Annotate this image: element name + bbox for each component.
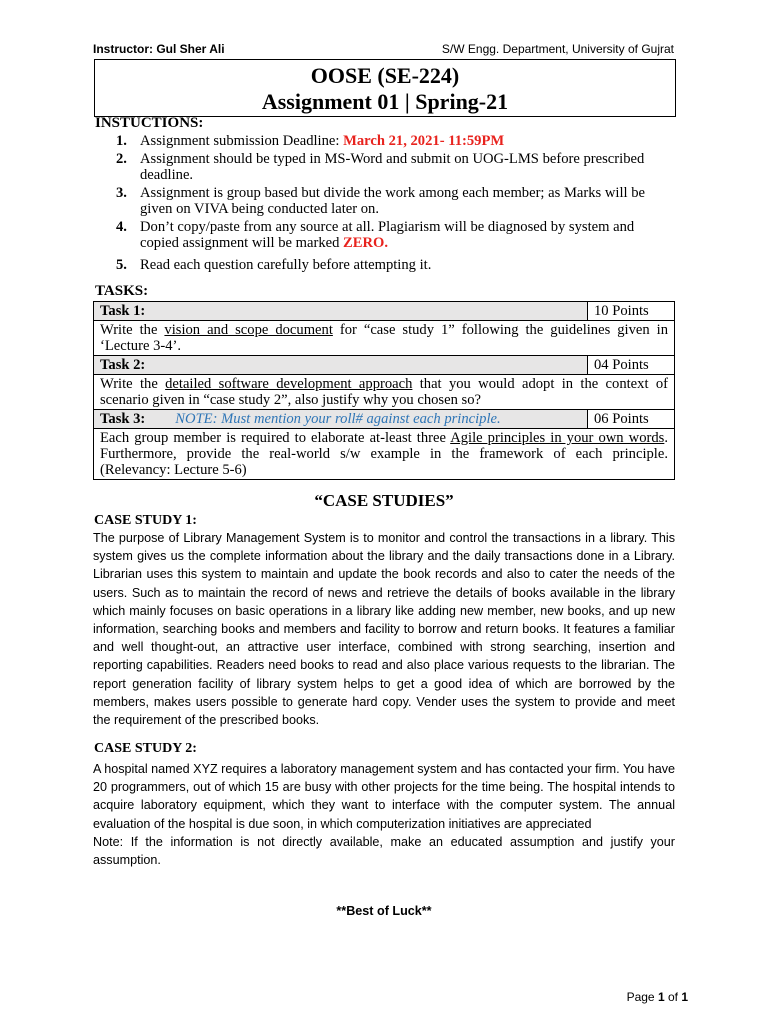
zero-highlight: ZERO. <box>343 235 389 251</box>
title-box <box>94 59 676 117</box>
case-study-2-block <box>93 760 675 869</box>
task-header-row <box>94 302 675 321</box>
instruction-text: Assignment should be typed in MS-Word and submit on UOG-LMS before prescribed deadline. <box>140 151 645 183</box>
task-description <box>94 375 675 410</box>
case-studies-title: “CASE STUDIES” <box>314 491 454 510</box>
tasks-table <box>93 301 675 480</box>
instruction-text: Read each question carefully before attempting it. <box>140 257 432 273</box>
case-study-2-heading: CASE STUDY 2: <box>94 741 197 756</box>
task-desc-text: for “case study 1” following the guidelines given in ‘Lecture 3-4’. <box>100 322 668 354</box>
task-desc-text: . Furthermore, provide the real-world s/w example in the framework of each principle. (Relevancy: Lecture 5-6) <box>100 430 668 478</box>
instruction-number: 3. <box>116 185 127 201</box>
task-header-row <box>94 410 675 429</box>
course-title: OOSE (SE-224) <box>310 63 460 88</box>
instruction-item <box>110 133 676 149</box>
task-points: 04 Points <box>588 356 675 375</box>
task-description <box>94 321 675 356</box>
task-desc-text: Write the <box>100 376 166 392</box>
task-desc-underlined: Agile principles in your own words <box>450 430 665 446</box>
instruction-item <box>110 219 676 251</box>
task-label-cell <box>94 302 588 321</box>
instruction-item <box>110 185 676 217</box>
page-current: 1 <box>657 990 665 1004</box>
task-desc-row <box>94 429 675 480</box>
task-desc-text: Write the <box>100 322 165 338</box>
task-note: NOTE: Must mention your roll# against each principle. <box>175 411 501 427</box>
task-label: Task 3: <box>100 411 146 427</box>
task-desc-underlined: detailed software development approach <box>165 376 413 392</box>
task-label-cell <box>94 410 588 429</box>
task-label-cell <box>94 356 588 375</box>
case-study-1-heading: CASE STUDY 1: <box>94 513 197 528</box>
case-study-2-note: Note: If the information is not directly available, make an educated assumption and justify your assumption. <box>93 834 675 868</box>
instruction-number: 4. <box>116 219 127 235</box>
task-desc-text: that you would adopt in the context of scenario given in “case study 2”, also justify why you chosen so? <box>100 376 668 408</box>
instruction-text: Assignment is group based but divide the work among each member; as Marks will be given on VIVA being conducted later on. <box>140 185 646 217</box>
page-of: of <box>664 990 682 1004</box>
task-points: 06 Points <box>588 410 675 429</box>
task-label: Task 2: <box>100 357 146 373</box>
task-label: Task 1: <box>100 303 146 319</box>
case-study-1-text: The purpose of Library Management System is to monitor and control the transactions in a library. This system gives us the complete information about the library and the daily transactions done in a Library. Librarian uses this system to maintain and update the book records and also to cater the needs of the users. Such as to maintain the record of news and retrieve the details of books available in the library which mainly focuses on basic operations in a library like adding new member, new books, and up new information, searching books and members and facility to borrow and return books. It features a familiar and well thought-out, an attractive user interface, combined with strong searching, insertion and reporting capabilities. Readers need books to read and also place various requests to the librarian. The report generation facility of library system helps to get a good idea of which are borrowed by the members, makes users possible to generate hard copy. Vender uses the system to provide and meet the requirement of the prescribed books. <box>93 531 675 728</box>
instruction-number: 5. <box>116 257 127 273</box>
instruction-item <box>110 257 676 273</box>
task-desc-underlined: vision and scope document <box>164 322 333 338</box>
instruction-text: Don’t copy/paste from any source at all. Plagiarism will be diagnosed by system and copied assignment will be marked <box>140 219 635 251</box>
page-label: Page <box>626 990 658 1004</box>
assignment-title: Assignment 01 | Spring-21 <box>261 89 509 114</box>
instructor-name: Instructor: Gul Sher Ali <box>93 42 225 56</box>
deadline-highlight: March 21, 2021- 11:59PM <box>343 133 505 149</box>
task-desc-text: Each group member is required to elaborate at-least three <box>100 430 451 446</box>
case-study-2-text: A hospital named XYZ requires a laboratory management system and has contacted your firm. You have 20 programmers, out of which 15 are busy with other projects for the time being. The hospital intends to acquire laboratory equipment, which they want to interface with the computer system. The annual evaluation of the hospital is due soon, in which computerization initiatives are appreciated <box>93 762 675 831</box>
page-total: 1 <box>681 990 688 1004</box>
instructions-heading: INSTUCTIONS: <box>95 115 204 131</box>
task-header-row <box>94 356 675 375</box>
instructions-list <box>110 133 676 275</box>
instruction-number: 2. <box>116 151 127 167</box>
task-desc-row <box>94 321 675 356</box>
instruction-item <box>110 151 676 183</box>
tasks-heading: TASKS: <box>95 283 149 299</box>
page-number <box>627 990 688 1004</box>
task-description <box>94 429 675 480</box>
task-points: 10 Points <box>588 302 675 321</box>
instruction-text: Assignment submission Deadline: <box>140 133 344 149</box>
closing-remark: **Best of Luck** <box>336 904 432 918</box>
instruction-number: 1. <box>116 133 127 149</box>
task-desc-row <box>94 375 675 410</box>
page-header <box>93 42 674 58</box>
department-name: S/W Engg. Department, University of Gujrat <box>441 42 674 56</box>
